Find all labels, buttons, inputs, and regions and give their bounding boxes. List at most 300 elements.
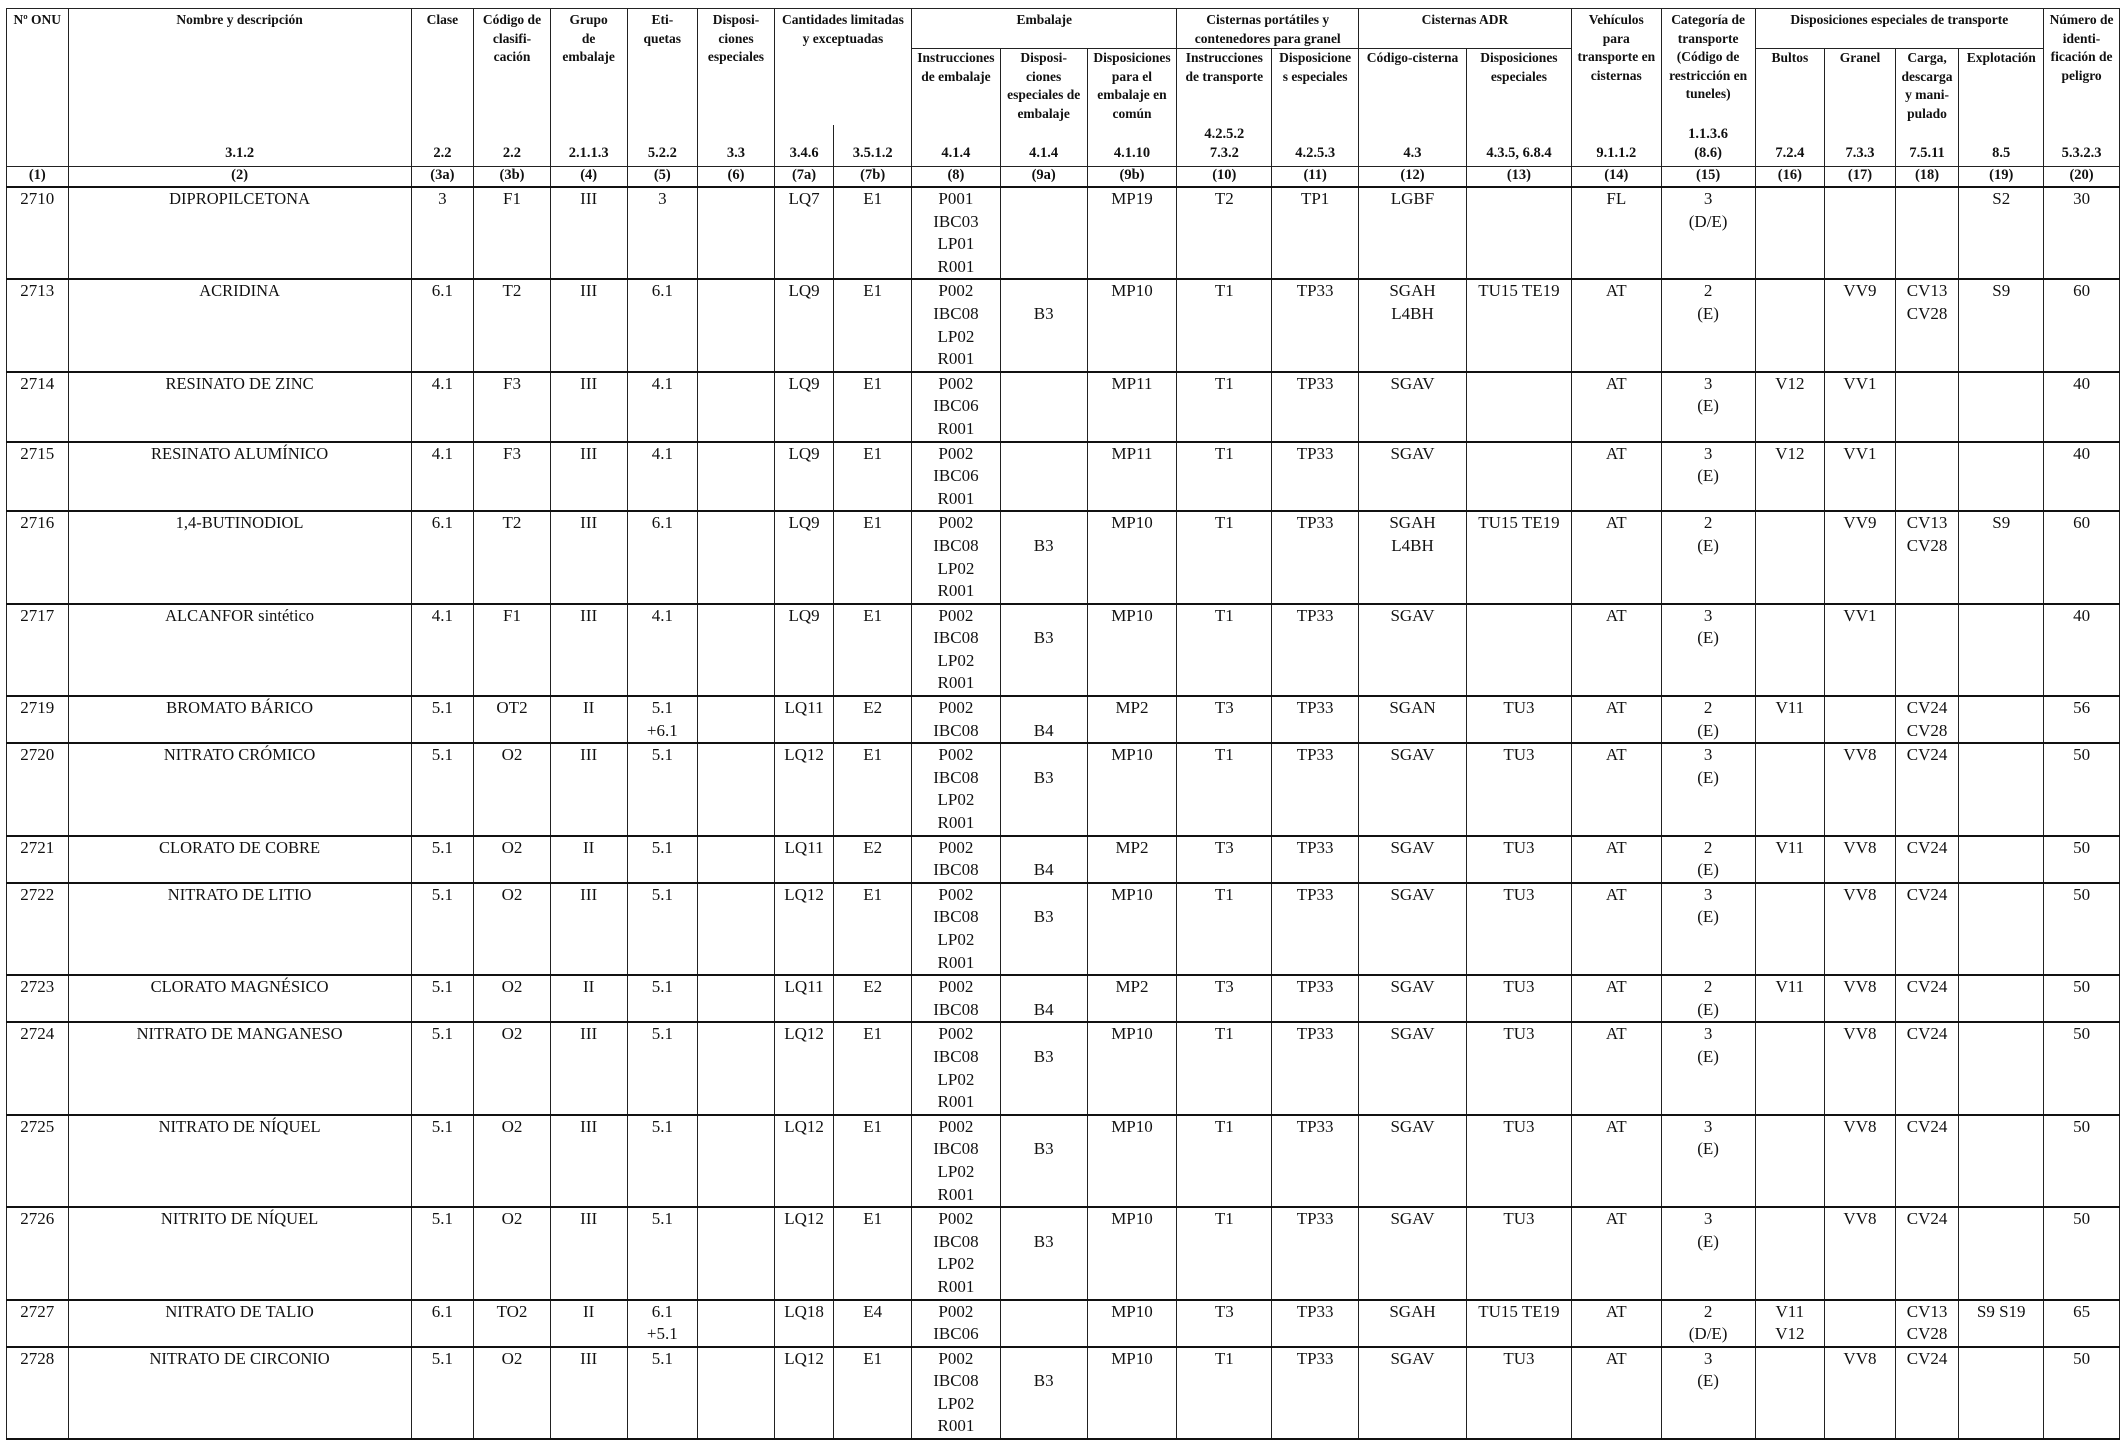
cell-line: 3: [658, 189, 667, 208]
cell-line: LQ12: [784, 1024, 824, 1044]
cell-line: IBC03: [933, 211, 979, 231]
cell-line: II: [583, 698, 595, 718]
table-cell: [698, 883, 775, 975]
table-cell: [1825, 696, 1896, 743]
table-cell: [698, 743, 775, 835]
substance-name: [68, 1022, 411, 1114]
cell-line: R001: [937, 488, 975, 508]
table-cell: [1571, 279, 1661, 371]
cell-line: AT: [1605, 281, 1627, 301]
cell-line: TU15 TE19: [1478, 281, 1560, 301]
cell-line: [700, 976, 772, 999]
header-line: ciones: [718, 30, 754, 46]
cell-line: LQ9: [788, 605, 820, 625]
cell-line: CV24: [1906, 698, 1948, 718]
table-cell: [1959, 187, 2044, 279]
table-cell: [1571, 1022, 1661, 1114]
table-cell: [1571, 836, 1661, 883]
cell-line: 5.1: [431, 1348, 453, 1368]
cell-line: R001: [937, 349, 975, 369]
table-cell: [912, 696, 1001, 743]
cell-line: [700, 373, 772, 396]
cell-line: R001: [937, 673, 975, 693]
cell-line: 3: [1703, 745, 1713, 765]
cell-line: TP33: [1296, 513, 1334, 533]
un-number: [7, 1300, 69, 1347]
cell-line: VV1: [1843, 443, 1877, 463]
cell-line: TU15 TE19: [1478, 1301, 1560, 1321]
cell-line: AT: [1605, 1209, 1627, 1229]
header-line: pulado: [1907, 105, 1947, 121]
cell-line: [1961, 373, 2041, 396]
cell-line: AT: [1605, 837, 1627, 857]
ref-cell: [774, 125, 834, 167]
cell-line: MP10: [1111, 745, 1153, 765]
table-row: [7, 279, 2120, 371]
table-row: [7, 604, 2120, 696]
cell-line: O2: [501, 1116, 523, 1136]
cell-line: 7.2.4: [1775, 144, 1805, 161]
table-cell: [627, 836, 698, 883]
table-cell: [550, 1022, 627, 1114]
table-cell: [1959, 1115, 2044, 1207]
table-cell: [627, 279, 698, 371]
table-cell: [912, 511, 1001, 603]
table-cell: [1087, 187, 1177, 279]
table-cell: [474, 1300, 551, 1347]
table-cell: [1087, 836, 1177, 883]
table-cell: [1661, 1207, 1755, 1299]
table-cell: [1895, 511, 1959, 603]
cell-line: [1898, 605, 1957, 628]
cell-line: [700, 1348, 772, 1371]
cell-line: 5.1: [651, 1209, 673, 1229]
header-line: especiales de: [1007, 87, 1081, 102]
table-cell: [1661, 975, 1755, 1022]
table-cell: [698, 836, 775, 883]
table-cell: [2044, 1115, 2120, 1207]
header-line: clasifi-: [492, 30, 532, 46]
table-cell: [1571, 743, 1661, 835]
table-cell: [1895, 279, 1959, 371]
cell-line: 2.2: [433, 144, 452, 161]
header-line: transporte: [1677, 30, 1739, 46]
cell-line: B3: [1033, 1371, 1054, 1391]
cell-line: B3: [1033, 1139, 1054, 1159]
table-cell: [834, 1207, 912, 1299]
table-cell: [1087, 1022, 1177, 1114]
table-cell: [1825, 1207, 1896, 1299]
table-cell: [1959, 511, 2044, 603]
table-cell: [1359, 836, 1467, 883]
cell-line: [700, 1023, 772, 1046]
cell-line: 2715: [20, 443, 55, 463]
cell-line: 2727: [20, 1301, 55, 1321]
cell-line: LP02: [937, 790, 975, 810]
cell-line: OT2: [496, 698, 528, 718]
cell-line: 2: [1703, 281, 1713, 301]
table-cell: [1895, 1207, 1959, 1299]
cell-line: [700, 884, 772, 907]
cell-line: LP02: [937, 930, 975, 949]
table-row: [7, 1207, 2120, 1299]
table-cell: [474, 372, 551, 442]
table-cell: [627, 1022, 698, 1114]
header-clase: Clase: [411, 9, 474, 126]
table-cell: [411, 1207, 474, 1299]
cell-line: AT: [1605, 1024, 1627, 1044]
cell-line: 7.3.3: [1845, 144, 1875, 161]
dangerous-goods-table: [6, 8, 2120, 1440]
cell-line: 5.1: [651, 745, 673, 765]
table-cell: [1177, 187, 1272, 279]
cell-line: [1003, 1116, 1085, 1139]
cell-line: MP10: [1111, 1024, 1153, 1044]
table-cell: [1959, 836, 2044, 883]
cell-line: VV8: [1843, 1116, 1877, 1136]
cell-line: LQ9: [788, 373, 820, 393]
table-cell: [834, 836, 912, 883]
cell-line: S2: [1992, 189, 2011, 208]
un-number: [7, 372, 69, 442]
table-cell: [1359, 1115, 1467, 1207]
header-line: cación: [493, 49, 531, 64]
header-explotacion: Explotación: [1959, 49, 2044, 126]
table-cell: [627, 696, 698, 743]
header-line: especiales: [1490, 68, 1548, 84]
cell-line: [1003, 605, 1085, 628]
cell-line: IBC08: [933, 999, 979, 1019]
cell-line: T1: [1214, 373, 1234, 393]
cell-line: 2: [1703, 513, 1713, 533]
table-row: [7, 442, 2120, 512]
table-cell: [698, 1300, 775, 1347]
header-disp-comun: [1087, 49, 1177, 126]
table-cell: [1661, 604, 1755, 696]
header-line: de: [581, 30, 596, 46]
cell-line: CLORATO MAGNÉSICO: [150, 977, 329, 997]
table-cell: [1272, 442, 1359, 512]
cell-line: 2: [1703, 1301, 1713, 1321]
cell-line: AT: [1605, 884, 1627, 904]
cell-line: NITRATO DE CIRCONIO: [149, 1348, 330, 1368]
ref-cell: [1359, 125, 1467, 167]
header-line: contenedores para granel: [1194, 30, 1341, 46]
table-cell: [1466, 1207, 1571, 1299]
substance-name: [68, 187, 411, 279]
table-cell: [1755, 604, 1825, 696]
cell-line: IBC08: [933, 907, 979, 927]
table-cell: [474, 883, 551, 975]
cell-line: V11: [1775, 1301, 1805, 1321]
header-disp-transporte: Disposiciones especiales de transporte: [1755, 9, 2044, 49]
cell-line: NITRITO DE NÍQUEL: [160, 1209, 319, 1229]
cell-line: SGAH: [1389, 1301, 1436, 1321]
cell-line: IBC08: [933, 767, 979, 787]
cell-line: IBC08: [933, 860, 979, 880]
ref-cell: [1895, 125, 1959, 167]
table-cell: [698, 279, 775, 371]
cell-line: 3.4.6: [789, 144, 819, 161]
header-line: Disposiciones: [1480, 50, 1558, 65]
table-cell: [1359, 1300, 1467, 1347]
table-cell: [474, 604, 551, 696]
cell-line: (E): [1697, 396, 1719, 416]
cell-line: 4.1.4: [941, 144, 971, 161]
table-cell: [774, 279, 834, 371]
cell-line: [1827, 188, 1893, 211]
cell-line: NITRATO CRÓMICO: [163, 745, 316, 765]
cell-line: TP33: [1296, 977, 1334, 997]
header-un: Nº ONU: [7, 9, 69, 126]
table-cell: [1466, 743, 1571, 835]
cell-line: 5.1: [431, 1209, 453, 1229]
cell-line: (E): [1697, 1139, 1719, 1159]
cell-line: [700, 280, 772, 303]
table-cell: [834, 883, 912, 975]
cell-line: T1: [1214, 443, 1234, 463]
un-number: [7, 604, 69, 696]
cell-line: 4.2.5.3: [1295, 144, 1336, 161]
cell-line: R001: [937, 1092, 975, 1112]
cell-line: TP1: [1300, 189, 1330, 208]
cell-line: [1961, 443, 2041, 466]
table-cell: [627, 883, 698, 975]
ref-cell: [1177, 125, 1272, 167]
table-cell: [1661, 743, 1755, 835]
cell-line: II: [583, 977, 595, 997]
cell-line: IBC08: [933, 1371, 979, 1391]
table-cell: [1000, 743, 1087, 835]
table-cell: [834, 1300, 912, 1347]
cell-line: [1758, 1116, 1823, 1139]
table-cell: [1571, 883, 1661, 975]
cell-line: LQ7: [788, 189, 820, 208]
table-cell: [1466, 1300, 1571, 1347]
cell-line: [1003, 1301, 1085, 1324]
table-cell: [550, 187, 627, 279]
table-cell: [1825, 279, 1896, 371]
cell-line: NITRATO DE NÍQUEL: [158, 1116, 321, 1136]
cell-line: TP33: [1296, 373, 1334, 393]
cell-line: 30: [2073, 189, 2091, 208]
header-line: Grupo: [569, 12, 608, 27]
cell-line: +6.1: [646, 720, 678, 740]
ref-cell: [698, 125, 775, 167]
table-cell: [627, 511, 698, 603]
cell-line: P002: [938, 1348, 974, 1368]
cell-line: P001: [938, 189, 974, 208]
cell-line: [1003, 373, 1085, 396]
header-line: embalaje en: [1097, 87, 1167, 102]
table-cell: [1272, 883, 1359, 975]
cell-line: (E): [1697, 907, 1719, 927]
header-line: de embalaje: [921, 68, 991, 84]
table-cell: [1755, 696, 1825, 743]
table-cell: [1359, 1207, 1467, 1299]
cell-line: LQ18: [784, 1301, 824, 1321]
substance-name: [68, 604, 411, 696]
cell-line: 2710: [20, 189, 55, 208]
cell-line: T1: [1214, 513, 1234, 533]
table-row: [7, 975, 2120, 1022]
cell-line: IBC08: [933, 1139, 979, 1159]
cell-line: [700, 837, 772, 860]
cell-line: III: [580, 1116, 598, 1136]
cell-line: LP02: [937, 558, 975, 578]
cell-line: E1: [863, 884, 883, 904]
table-cell: [698, 1115, 775, 1207]
cell-line: T1: [1214, 1209, 1234, 1229]
cell-line: MP2: [1115, 698, 1149, 718]
table-cell: [912, 883, 1001, 975]
header-line: Vehículos: [1588, 12, 1644, 27]
cell-line: 50: [2073, 884, 2091, 904]
header-line: Disposiciones: [1093, 50, 1171, 65]
un-number: [7, 187, 69, 279]
table-cell: [411, 743, 474, 835]
cell-line: (E): [1697, 1231, 1719, 1251]
table-cell: [1571, 442, 1661, 512]
header-line: s especiales: [1282, 68, 1348, 84]
table-cell: [1466, 1347, 1571, 1439]
cell-line: E2: [863, 977, 883, 997]
header-line: Disposicione: [1279, 50, 1352, 65]
cell-line: 6.1: [651, 1301, 673, 1321]
substance-name: [68, 1207, 411, 1299]
table-cell: [1895, 743, 1959, 835]
column-number: (14): [1571, 167, 1661, 188]
cell-line: 50: [2073, 1024, 2091, 1044]
cell-line: (E): [1697, 860, 1719, 880]
cell-line: TP33: [1296, 1116, 1334, 1136]
cell-line: S9 S19: [1976, 1301, 2026, 1321]
cell-line: E2: [863, 837, 883, 857]
header-cisternas-adr: Cisternas ADR: [1359, 9, 1572, 49]
table-cell: [834, 1115, 912, 1207]
cell-line: P002: [938, 1209, 974, 1229]
table-cell: [1359, 372, 1467, 442]
cell-line: TU3: [1503, 1348, 1535, 1368]
cell-line: MP10: [1111, 1348, 1153, 1368]
table-cell: [1466, 279, 1571, 371]
cell-line: O2: [501, 884, 523, 904]
table-cell: [1755, 1207, 1825, 1299]
header-line: especiales: [707, 49, 765, 64]
un-number: [7, 511, 69, 603]
cell-line: CV28: [1906, 303, 1948, 323]
table-cell: [774, 1022, 834, 1114]
cell-line: 2722: [20, 884, 55, 904]
table-cell: [411, 1022, 474, 1114]
table-cell: [912, 1207, 1001, 1299]
un-number: [7, 1115, 69, 1207]
column-number: (17): [1825, 167, 1896, 188]
header-disp-especiales-cp: [1272, 49, 1359, 126]
cell-line: 50: [2073, 1116, 2091, 1136]
cell-line: SGAN: [1389, 698, 1436, 718]
table-cell: [1177, 975, 1272, 1022]
cell-line: [1003, 443, 1085, 466]
cell-line: B3: [1033, 628, 1054, 648]
cell-line: SGAV: [1390, 373, 1435, 393]
cell-line: IBC08: [933, 628, 979, 648]
cell-line: [700, 1301, 772, 1324]
table-cell: [550, 442, 627, 512]
cell-line: AT: [1605, 443, 1627, 463]
cell-line: [1961, 1348, 2041, 1371]
cell-line: AT: [1605, 745, 1627, 765]
column-number: (12): [1359, 167, 1467, 188]
table-row: [7, 883, 2120, 975]
cell-line: VV8: [1843, 837, 1877, 857]
cell-line: 2713: [20, 281, 55, 301]
reference-row: [7, 125, 2120, 167]
cell-line: 2724: [20, 1024, 55, 1044]
cell-line: TU3: [1503, 1209, 1535, 1229]
cell-line: 3: [1703, 1209, 1713, 1229]
ref-cell: [1755, 125, 1825, 167]
cell-line: SGAV: [1390, 884, 1435, 904]
cell-line: TU3: [1503, 698, 1535, 718]
header-line: embalaje: [1017, 105, 1070, 121]
cell-line: [1758, 188, 1823, 211]
cell-line: II: [583, 1301, 595, 1321]
cell-line: CV24: [1906, 745, 1948, 765]
table-cell: [1825, 372, 1896, 442]
cell-line: RESINATO DE ZINC: [165, 373, 314, 393]
cell-line: TU3: [1503, 837, 1535, 857]
table-cell: [1087, 1300, 1177, 1347]
cell-line: [1469, 373, 1569, 396]
cell-line: (D/E): [1688, 1324, 1728, 1344]
cell-line: T1: [1214, 281, 1234, 301]
cell-line: LQ11: [784, 698, 824, 718]
header-line: quetas: [643, 30, 682, 46]
cell-line: 4.1: [431, 605, 453, 625]
header-line: Disposi-: [712, 12, 760, 27]
table-cell: [411, 975, 474, 1022]
ref-cell: [411, 125, 474, 167]
header-line: Disposi-: [1020, 50, 1067, 65]
cell-line: LP02: [937, 1254, 975, 1274]
table-cell: [1571, 1207, 1661, 1299]
cell-line: 40: [2073, 443, 2091, 463]
cell-line: V11: [1775, 977, 1805, 997]
header-line: transporte en: [1577, 49, 1656, 64]
cell-line: [1758, 744, 1823, 767]
table-cell: [1000, 1347, 1087, 1439]
substance-name: [68, 1347, 411, 1439]
cell-line: E1: [863, 513, 883, 533]
table-row: [7, 696, 2120, 743]
cell-line: R001: [937, 1184, 975, 1204]
cell-line: 40: [2073, 373, 2091, 393]
table-cell: [1087, 975, 1177, 1022]
cell-line: 2: [1703, 977, 1713, 997]
cell-line: E1: [863, 189, 883, 208]
table-cell: [1466, 975, 1571, 1022]
table-cell: [774, 1347, 834, 1439]
table-cell: [2044, 696, 2120, 743]
un-number: [7, 883, 69, 975]
table-cell: [2044, 604, 2120, 696]
cell-line: 7.5.11: [1909, 144, 1945, 161]
cell-line: E1: [863, 1024, 883, 1044]
table-cell: [1755, 1347, 1825, 1439]
substance-name: [68, 442, 411, 512]
table-cell: [550, 279, 627, 371]
